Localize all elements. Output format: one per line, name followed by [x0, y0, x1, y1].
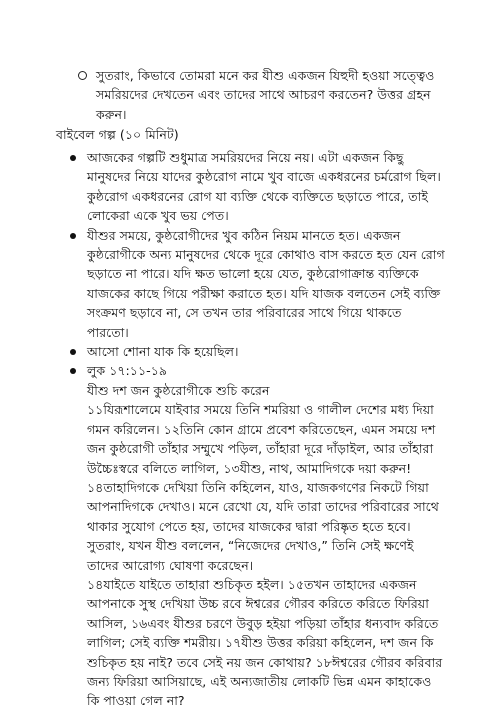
sub-bullet-text: সুতরাং, কিভাবে তোমরা মনে কর যীশু একজন যিহুদী হওয়া সত্ত্বেও সমরিয়দের দেখতেন এবং তাদের সাথে আচরণ করতেন? উত্তর গ্রহন করুন।: [96, 68, 435, 122]
bullet-list: [87, 148, 447, 711]
scripture-title: যীশু দশ জন কুষ্ঠরোগীকে শুচি করেন: [87, 382, 270, 398]
list-item: [87, 148, 447, 226]
bullet-dot-icon: [70, 368, 76, 374]
bullet-dot-icon: [70, 233, 76, 239]
list-item-text: আজকের গল্পটি শুধুমাত্র সমরিয়দের নিয়ে নয়। এটা একজন কিছু মানুষদের নিয়ে যাদের কুষ্ঠরোগ নামে খুব বাজে একধরনের চর্মরোগ ছিল। কুষ্ঠরোগ একধরনের রোগ যা ব্যক্তি থেকে ব্যক্তিতে ছড়াতে পারে, তাই লোকেরা একে খুব ভয় পেত।: [87, 150, 441, 224]
section-heading: বাইবেল গল্প (১০ মিনিট): [56, 127, 179, 142]
scripture-item: [87, 361, 447, 710]
list-item-text: যীশুর সময়ে, কুষ্ঠরোগীদের খুব কঠিন নিয়ম মানতে হত। একজন কুষ্ঠরোগীকে অন্য মানুষদের থেকে দূরে কোথাও বাস করতে হত যেন রোগ ছড়াতে না পারে। যদি ক্ষত ভালো হয়ে যেত, কুষ্ঠরোগাক্রান্ত ব্যক্তিকে যাজকের কাছে গিয়ে পরীক্ষা করাতে হত। যদি যাজক বলতেন সেই ব্যক্তি সংক্রমণ ছড়াবে না, সে তখন তার পরিবারের সাথে গিয়ে থাকতে পারতো।: [87, 227, 445, 340]
scripture-paragraph-1: ১১যিরূশালেমে যাইবার সময়ে তিনি শমরিয়া ও গালীল দেশের মধ্য দিয়া গমন করিলেন। ১২তিনি কোন গ্রামে প্রবেশ করিতেছেন, এমন সময়ে দশ জন কুষ্ঠরোগী তাঁহার সম্মুখে পড়িল, তাঁহারা দূরে দাঁড়াইল, আর তাঁহারা উচ্চৈঃস্বরে বলিতে লাগিল, ১৩যীশু, নাথ, আমাদিগকে দয়া করুন! ১৪তাহাদিগকে দেখিয়া তিনি কহিলেন, যাও, যাজকগণের নিকটে গিয়া আপনাদিগকে দেখাও। মনে রেখো যে, যদি তারা তাদের পরিবারের সাথে থাকার সুযোগ পেতে হয়, তাদের যাজকের দ্বারা পরিষ্কৃত হতে হবে। সুতরাং, যখন যীশু বললেন, “নিজেদের দেখাও,” তিনি সেই ক্ষণেই তাদের আরোগ্য ঘোষণা করেছেন।: [87, 402, 439, 573]
list-item: [87, 342, 447, 361]
hollow-circle-bullet-icon: [78, 71, 87, 80]
bullet-dot-icon: [70, 155, 76, 161]
sub-bullet-question: [96, 66, 456, 124]
list-item-text: আসো শোনা যাক কি হয়েছিল।: [87, 344, 239, 360]
bullet-dot-icon: [70, 349, 76, 355]
list-item: [87, 226, 447, 342]
scripture-paragraph-2: ১৪যাইতে যাইতে তাহারা শুচিকৃত হইল। ১৫তখন তাহাদের একজন আপনাকে সুস্থ দেখিয়া উচ্চ রবে ঈশ্বরের গৌরব করিতে করিতে ফিরিয়া আসিল, ১৬এবং যীশুর চরণে উবুড় হইয়া পড়িয়া তাঁহার ধন্যবাদ করিতে লাগিল; সেই ব্যক্তি শমরীয়। ১৭যীশু উত্তর করিয়া কহিলেন, দশ জন কি শুচিকৃত হয় নাই? তবে সেই নয় জন কোথায়? ১৮ঈশ্বরের গৌরব করিবার জন্য ফিরিয়া আসিয়াছে, এই অন্যজাতীয় লোকটি ভিন্ন এমন কাহাকেও কি পাওয়া গেল না?: [87, 576, 443, 709]
scripture-reference: লুক ১৭:১১-১৯: [87, 363, 168, 379]
